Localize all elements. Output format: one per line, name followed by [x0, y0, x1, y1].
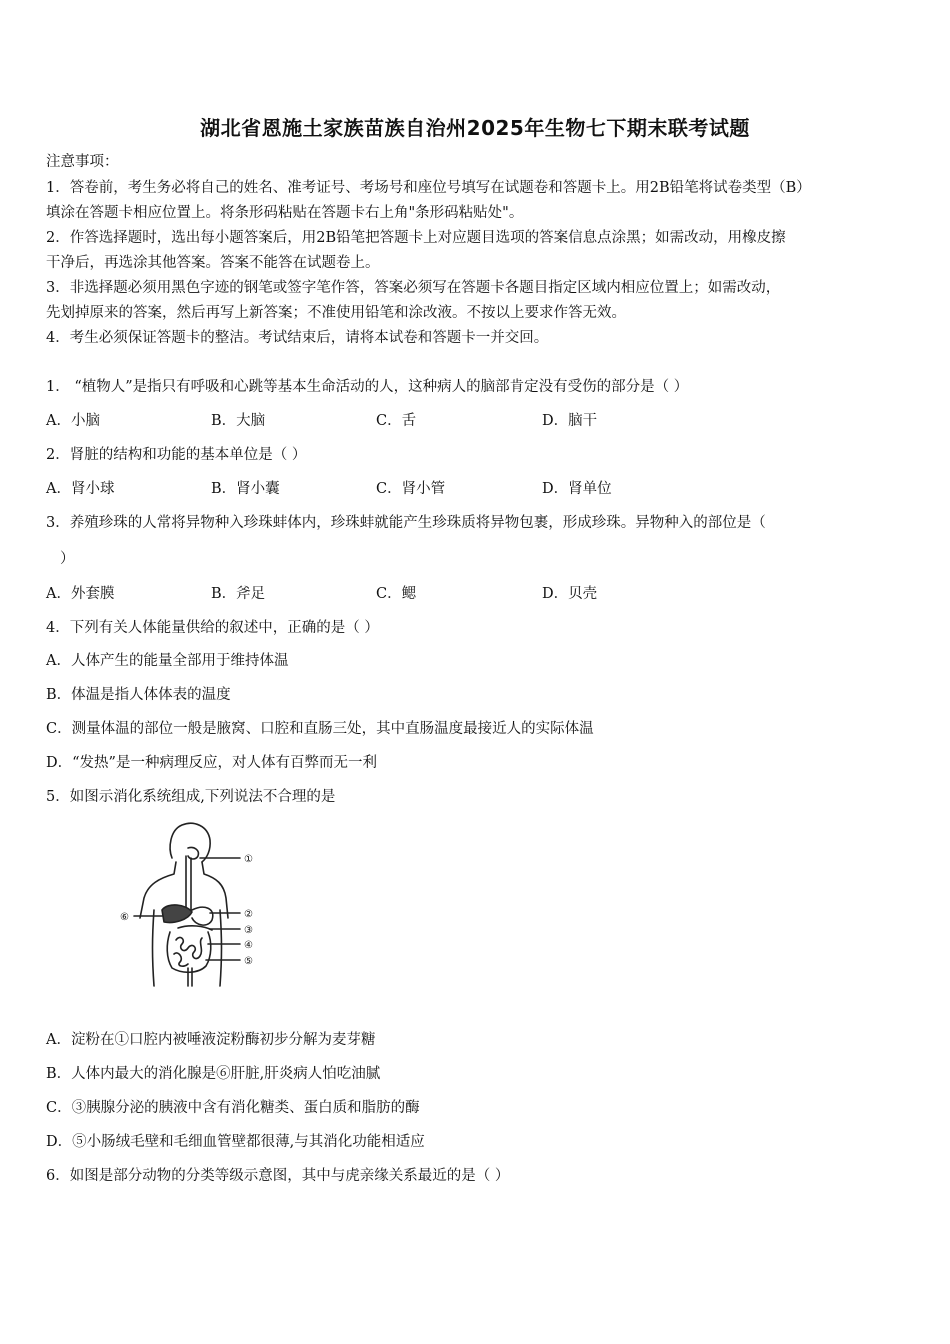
option-c: C．肾小管: [376, 481, 446, 497]
option-a: A．小脑: [46, 413, 100, 429]
option-a: A．人体产生的能量全部用于维持体温: [46, 653, 289, 669]
notice-line: 1．答卷前，考生务必将自己的姓名、准考证号、考场号和座位号填写在试题卷和答题卡上。用2B铅笔将试卷类型（B）: [46, 180, 811, 196]
body-outline: [153, 910, 155, 986]
figure-label: ⑤: [244, 956, 253, 967]
option-a: A．外套膜: [46, 586, 115, 602]
question-stem-cont: ）: [60, 551, 75, 567]
question-stem: 4．下列有关人体能量供给的叙述中，正确的是（ ）: [46, 620, 379, 636]
notice-line: 干净后，再选涂其他答案。答案不能答在试题卷上。: [46, 255, 380, 271]
figure-label: ②: [244, 909, 253, 920]
organ-small-intestine: [174, 953, 188, 966]
body-outline: [202, 862, 228, 918]
figure-label: ④: [244, 940, 253, 951]
option-b: B．大脑: [211, 413, 266, 429]
option-b: B．斧足: [211, 586, 266, 602]
question-stem: 2．肾脏的结构和功能的基本单位是（ ）: [46, 447, 307, 463]
figure-label: ①: [244, 854, 253, 865]
option-d: D．脑干: [542, 413, 598, 429]
page-title: 湖北省恩施土家族苗族自治州2025年生物七下期末联考试题: [200, 116, 750, 140]
question-stem: 5．如图示消化系统组成,下列说法不合理的是: [46, 789, 336, 805]
option-b: B．体温是指人体体表的温度: [46, 687, 231, 703]
digestive-system-figure: [112, 818, 272, 993]
notice-line: 3．非选择题必须用黑色字迹的钢笔或签字笔作答，答案必须写在答题卡各题目指定区域内相应位置上；如需改动，: [46, 280, 781, 296]
option-c: C．③胰腺分泌的胰液中含有消化糖类、蛋白质和脂肪的酶: [46, 1100, 420, 1116]
option-d: D．贝壳: [542, 586, 598, 602]
organ-mouth: [188, 847, 198, 859]
organ-pancreas: [178, 926, 212, 930]
notice-heading: 注意事项：: [46, 154, 119, 170]
figure-label: ⑥: [120, 912, 129, 923]
question-stem: 6．如图是部分动物的分类等级示意图，其中与虎亲缘关系最近的是（ ）: [46, 1168, 510, 1184]
figure-label: ③: [244, 925, 253, 936]
option-b: B．人体内最大的消化腺是⑥肝脏,肝炎病人怕吃油腻: [46, 1066, 381, 1082]
notice-line: 填涂在答题卡相应位置上。将条形码粘贴在答题卡右上角"条形码粘贴处"。: [46, 205, 524, 221]
question-stem: 1． “植物人”是指只有呼吸和心跳等基本生命活动的人，这种病人的脑部肯定没有受伤的部分是（ ）: [46, 379, 689, 395]
option-a: A．肾小球: [46, 481, 115, 497]
option-d: D．⑤小肠绒毛壁和毛细血管壁都很薄,与其消化功能相适应: [46, 1134, 425, 1150]
organ-large-intestine: [167, 932, 211, 972]
notice-line: 先划掉原来的答案，然后再写上新答案；不准使用铅笔和涂改液。不按以上要求作答无效。: [46, 305, 626, 321]
body-outline: [220, 910, 222, 986]
body-outline: [170, 823, 210, 862]
option-a: A．淀粉在①口腔内被唾液淀粉酶初步分解为麦芽糖: [46, 1032, 376, 1048]
option-b: B．肾小囊: [211, 481, 280, 497]
option-d: D．肾单位: [542, 481, 612, 497]
option-c: C．鳃: [376, 586, 417, 602]
option-c: C．测量体温的部位一般是腋窝、口腔和直肠三处，其中直肠温度最接近人的实际体温: [46, 721, 594, 737]
question-stem: 3．养殖珍珠的人常将异物种入珍珠蚌体内，珍珠蚌就能产生珍珠质将异物包裹，形成珍珠。异物种入的部位是（: [46, 515, 766, 531]
option-d: D．“发热”是一种病理反应，对人体有百弊而无一利: [46, 755, 377, 771]
option-c: C．舌: [376, 413, 417, 429]
organ-liver: [162, 905, 192, 923]
notice-line: 2．作答选择题时，选出每小题答案后，用2B铅笔把答题卡上对应题目选项的答案信息点涂黑；如需改动，用橡皮擦: [46, 230, 786, 246]
notice-line: 4．考生必须保证答题卡的整洁。考试结束后，请将本试卷和答题卡一并交回。: [46, 330, 549, 346]
organ-stomach: [192, 907, 213, 925]
